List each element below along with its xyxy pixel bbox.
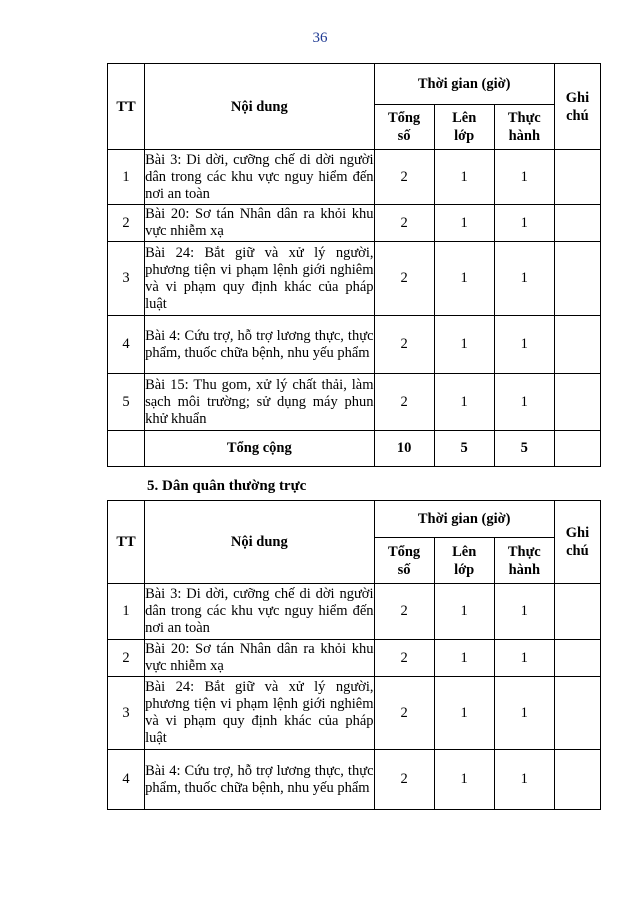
header-tong-so-line2: số	[397, 561, 411, 578]
header-tong-so-line1: Tổng	[387, 110, 421, 126]
cell-content: Bài 4: Cứu trợ, hỗ trợ lương thực, thực phẩm, thuốc chữa bệnh, nhu yếu phẩm	[145, 750, 374, 810]
table-row	[108, 750, 601, 810]
cell-tong-so: 2	[374, 750, 434, 810]
table-row	[108, 242, 601, 316]
cell-content: Bài 24: Bắt giữ và xử lý người, phương tiện vi phạm lệnh giới nghiêm và vi phạm quy định khác của pháp luật	[145, 242, 374, 316]
cell-tong-so: 2	[374, 640, 434, 677]
cell-tt: 1	[108, 584, 145, 640]
table-row	[108, 584, 601, 640]
cell-ghi-chu	[554, 677, 600, 750]
schedule-table-2	[107, 500, 601, 810]
table-row	[108, 677, 601, 750]
cell-content: Bài 4: Cứu trợ, hỗ trợ lương thực, thực phẩm, thuốc chữa bệnh, nhu yếu phẩm	[145, 316, 374, 374]
header-ghi-chu-line1: Ghi	[565, 525, 590, 541]
cell-thuc-hanh: 1	[494, 677, 554, 750]
header-tt: TT	[108, 64, 145, 150]
cell-tt: 1	[108, 150, 145, 205]
schedule-table-1	[107, 63, 601, 467]
header-ghi-chu-line1: Ghi	[565, 89, 590, 106]
table-row	[108, 150, 601, 205]
header-thoi-gian: Thời gian (giờ)	[374, 64, 554, 105]
cell-ghi-chu	[554, 750, 600, 810]
table-row	[108, 316, 601, 374]
header-len-lop-line1: Lên	[452, 543, 477, 560]
cell-tong-so: 2	[374, 677, 434, 750]
cell-tt: 3	[108, 677, 145, 750]
cell-ghi-chu	[554, 374, 600, 431]
header-ghi-chu	[554, 64, 600, 150]
cell-thuc-hanh: 1	[494, 750, 554, 810]
header-thuc-hanh-line2: hành	[508, 128, 541, 144]
cell-ghi-chu	[554, 205, 600, 242]
cell-tong-so: 2	[374, 584, 434, 640]
cell-len-lop: 1	[434, 316, 494, 374]
cell-ghi-chu	[554, 316, 600, 374]
cell-tt-empty	[108, 431, 145, 467]
total-label: Tổng cộng	[145, 431, 374, 467]
cell-len-lop: 1	[434, 374, 494, 431]
cell-len-lop: 1	[434, 150, 494, 205]
header-noi-dung: Nội dung	[145, 501, 374, 584]
header-thuc-hanh	[494, 538, 554, 584]
total-len-lop: 5	[434, 431, 494, 467]
table-row	[108, 374, 601, 431]
cell-thuc-hanh: 1	[494, 205, 554, 242]
header-thoi-gian: Thời gian (giờ)	[374, 501, 554, 538]
header-thuc-hanh-line1: Thực	[507, 110, 541, 126]
section-heading: 5. Dân quân thường trực	[147, 478, 307, 494]
header-ghi-chu-line2: chú	[566, 543, 589, 559]
header-tt: TT	[108, 501, 145, 584]
cell-len-lop: 1	[434, 677, 494, 750]
cell-content: Bài 3: Di dời, cưỡng chế di dời người dân trong các khu vực nguy hiểm đến nơi an toàn	[145, 584, 374, 640]
cell-tt: 5	[108, 374, 145, 431]
header-tong-so	[374, 538, 434, 584]
header-noi-dung: Nội dung	[145, 64, 374, 150]
header-ghi-chu	[554, 501, 600, 584]
cell-len-lop: 1	[434, 640, 494, 677]
total-row	[108, 431, 601, 467]
cell-ghi-chu	[554, 584, 600, 640]
header-ghi-chu-line2: chú	[566, 107, 589, 124]
cell-tong-so: 2	[374, 242, 434, 316]
header-tong-so-line2: số	[397, 128, 411, 144]
header-len-lop	[434, 105, 494, 150]
cell-content: Bài 3: Di dời, cưỡng chế di dời người dân trong các khu vực nguy hiểm đến nơi an toàn	[145, 150, 374, 205]
header-thuc-hanh-line2: hành	[508, 561, 541, 578]
total-ghi-chu	[554, 431, 600, 467]
cell-thuc-hanh: 1	[494, 242, 554, 316]
header-len-lop-line1: Lên	[452, 110, 477, 126]
page-number: 36	[312, 30, 328, 46]
cell-tong-so: 2	[374, 205, 434, 242]
cell-tt: 2	[108, 640, 145, 677]
cell-thuc-hanh: 1	[494, 316, 554, 374]
cell-content: Bài 24: Bắt giữ và xử lý người, phương tiện vi phạm lệnh giới nghiêm và vi phạm quy định khác của pháp luật	[145, 677, 374, 750]
cell-len-lop: 1	[434, 584, 494, 640]
header-tong-so	[374, 105, 434, 150]
header-len-lop-line2: lớp	[454, 561, 475, 578]
cell-content: Bài 20: Sơ tán Nhân dân ra khỏi khu vực nhiễm xạ	[145, 205, 374, 242]
cell-tong-so: 2	[374, 374, 434, 431]
cell-thuc-hanh: 1	[494, 374, 554, 431]
cell-tong-so: 2	[374, 316, 434, 374]
header-len-lop	[434, 538, 494, 584]
cell-ghi-chu	[554, 242, 600, 316]
cell-tt: 2	[108, 205, 145, 242]
total-thuc-hanh: 5	[494, 431, 554, 467]
cell-tt: 4	[108, 316, 145, 374]
header-thuc-hanh-line1: Thực	[507, 543, 541, 560]
cell-tt: 3	[108, 242, 145, 316]
cell-thuc-hanh: 1	[494, 150, 554, 205]
cell-ghi-chu	[554, 640, 600, 677]
cell-content: Bài 20: Sơ tán Nhân dân ra khỏi khu vực nhiễm xạ	[145, 640, 374, 677]
table-row	[108, 640, 601, 677]
table-row	[108, 205, 601, 242]
cell-content: Bài 15: Thu gom, xử lý chất thải, làm sạch môi trường; sử dụng máy phun khử khuẩn	[145, 374, 374, 431]
header-len-lop-line2: lớp	[454, 128, 475, 144]
header-thuc-hanh	[494, 105, 554, 150]
cell-len-lop: 1	[434, 750, 494, 810]
cell-ghi-chu	[554, 150, 600, 205]
cell-thuc-hanh: 1	[494, 640, 554, 677]
total-tong-so: 10	[374, 431, 434, 467]
cell-tong-so: 2	[374, 150, 434, 205]
cell-tt: 4	[108, 750, 145, 810]
cell-len-lop: 1	[434, 205, 494, 242]
cell-len-lop: 1	[434, 242, 494, 316]
header-tong-so-line1: Tổng	[387, 543, 421, 560]
cell-thuc-hanh: 1	[494, 584, 554, 640]
